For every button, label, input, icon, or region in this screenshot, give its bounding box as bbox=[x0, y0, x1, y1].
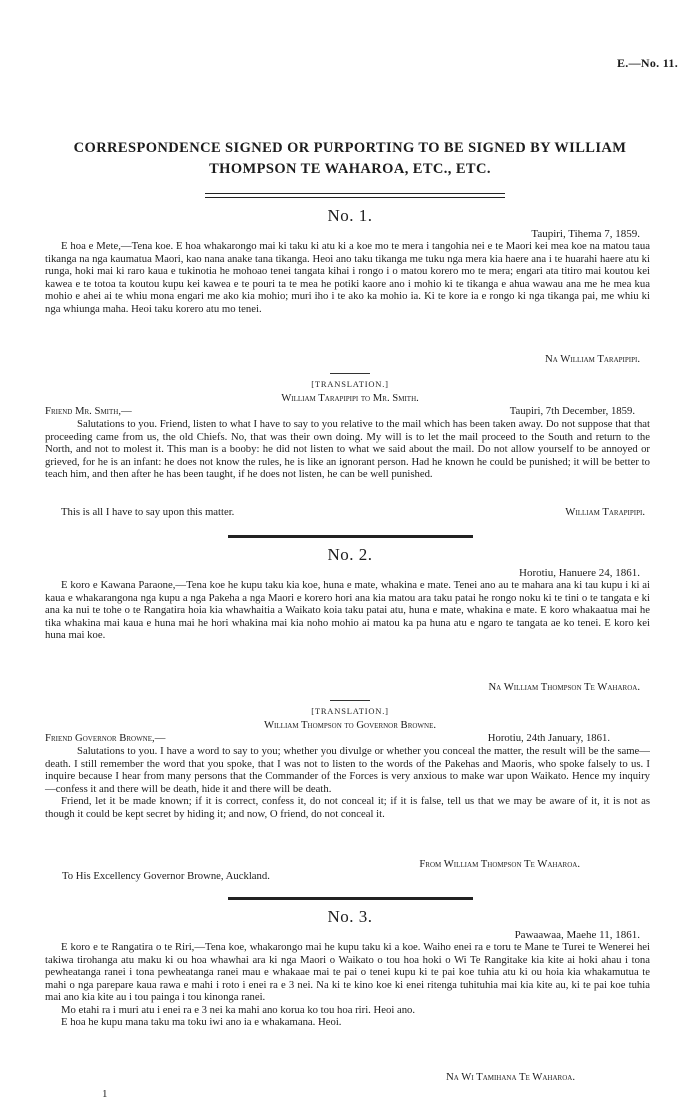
document-title bbox=[40, 138, 660, 180]
letter-2-signature: Na William Thompson Te Waharoa. bbox=[488, 681, 640, 693]
letter-1-paragraph: E hoa e Mete,—Tena koe. E hoa whakarongo mai ki taku ki atu ki a koe mo te mera i tangohia nei e te Maori kei mea koe na matou taua tikanga na nga kaumatua Maori, kao nana anake tana tikanga. Heoi ano taku tikanga me tuku nga mera kia haere ana i te huarahi haere atu ki runga, hoki mai ki raro kaua e tukinotia he mohoao tenei tangata kihai i rongo i o matou korero mo te mera; engari ata titiro mai koutou kei kawea e te totoa ta koutou kupu kei kawea e te pouri ta te mea he potiki kaore ano i mohio ki te tikanga e ahua wawau ana me he mea kua mohio e ahei ai te whiu mona engari me ako kia mohio; muri iho i te ako ka mohio ia. Ki te kore ia e rongo ki nga tikanga pai, me whiu ki nga whiunga maha. Heoi taku korero atu mo tenei. bbox=[45, 240, 650, 315]
section-rule-1 bbox=[228, 535, 473, 538]
letter-3-paragraph: E koro e te Rangatira o te Riri,—Tena koe, whakarongo mai he kupu taku ki a koe. Waiho enei ra e toru te Mane te Turei te Wenerei hei takiwa tirohanga atu maku ki ou hoa whawhai ara ki nga Maori o Waikato o tou hoa hoki o Wi Te Rangitake kia kite ai hoki ahau i tona pewheatanga ranei i tona pewheatanga ranei mau e whakaae mai te pai o tenei kupu ki te pai koe tuhia atu ki ou hoia kia whakamutua te mahi o nga parepare kaua rawa e mahi i roto i enei ra e 3 nei. Na ki te kino koe ki enei ritenga tuhituhia mai kia kite au, ki te pai koe tuhia mai ano kia kite au i tou painga i tou kinonga ranei. bbox=[45, 941, 650, 1003]
letter-3-date: Pawaawaa, Maehe 11, 1861. bbox=[514, 929, 640, 941]
translation-1-salutation: Friend Mr. Smith,— bbox=[45, 405, 132, 417]
letter-3-number: No. 3. bbox=[327, 907, 373, 926]
letter-1-date: Taupiri, Tihema 7, 1859. bbox=[531, 228, 640, 240]
letter-2-date: Horotiu, Hanuere 24, 1861. bbox=[519, 567, 640, 579]
translation-2-paragraph: Salutations to you. I have a word to say to you; whether you divulge or whether you conceal the matter, the result will be the same—death. I still remember the word that you spoke, that I was not to listen to the words of the Pakehas and Maoris, who spoke falsely to us. I inquire because I hear from many persons that the Commander of the Forces is very anxious to make war upon Waikato. Hence my inquiry—confess it and there will be death, hide it and there will be death. bbox=[45, 745, 650, 795]
letter-3-signature: Na Wi Tamihana Te Waharoa. bbox=[446, 1071, 575, 1083]
page-number: 1 bbox=[102, 1088, 108, 1100]
separator-rule bbox=[330, 373, 370, 374]
title-line-1: CORRESPONDENCE SIGNED OR PURPORTING TO BE SIGNED BY WILLIAM bbox=[73, 140, 627, 156]
translation-2-salutation: Friend Governor Browne,— bbox=[45, 732, 166, 744]
separator-rule bbox=[330, 700, 370, 701]
translation-2-paragraph-2: Friend, let it be made known; if it is correct, confess it, do not conceal it; if it is false, tell us that we may be aware of it, it is not as though it could be kept secret by hiding it; and now, O friend, do not conceal it. bbox=[45, 795, 650, 820]
translation-2-signature: From William Thompson Te Waharoa. bbox=[419, 858, 580, 870]
translation-1-signature: William Tarapipipi. bbox=[565, 506, 645, 518]
letter-1-signature: Na William Tarapipipi. bbox=[545, 353, 640, 365]
letter-3-paragraph-3: E hoa he kupu mana taku ma toku iwi ano ia e whakamana. Heoi. bbox=[61, 1016, 342, 1028]
title-line-2: THOMPSON TE WAHAROA, ETC., ETC. bbox=[209, 161, 491, 177]
translation-2-label: [TRANSLATION.] bbox=[311, 706, 389, 716]
letter-3-body bbox=[45, 941, 650, 1029]
translation-2-address: To His Excellency Governor Browne, Auckland. bbox=[62, 870, 270, 882]
letter-1-number: No. 1. bbox=[327, 206, 373, 225]
title-double-rule bbox=[205, 193, 505, 198]
translation-2-body bbox=[45, 745, 650, 820]
document-reference: E.—No. 11. bbox=[616, 56, 678, 70]
section-rule-2 bbox=[228, 897, 473, 900]
translation-1-paragraph: Salutations to you. Friend, listen to what I have to say to you relative to the mail which has been taken away. Do not suppose that that proceeding came from us, the old Chiefs. No, that was their own doing. My will is to let the mail proceed to the South and return to the North, and not to molest it. This man is a booby: he did not listen to what we said about the mail. Do not allow yourself to be annoyed or grieved, for he is an infant: he does not know the rules, he is like an ignorant person. Had he known he could be punished; it will be better to teach him, and then after he has been taught, if he does not listen, he can be well punished. bbox=[45, 418, 650, 480]
letter-1-body bbox=[45, 240, 650, 315]
translation-1-heading: William Tarapipipi to Mr. Smith. bbox=[281, 392, 419, 404]
letter-2-body bbox=[45, 579, 650, 642]
translation-2-heading: William Thompson to Governor Browne. bbox=[263, 719, 437, 731]
translation-1-body bbox=[45, 418, 650, 481]
translation-1-date: Taupiri, 7th December, 1859. bbox=[509, 405, 635, 417]
translation-2-date: Horotiu, 24th January, 1861. bbox=[487, 732, 610, 744]
translation-1-label: [TRANSLATION.] bbox=[311, 379, 389, 389]
letter-3-paragraph-2: Mo etahi ra i muri atu i enei ra e 3 nei ka mahi ano korua ko tou hoa riri. Heoi ano. bbox=[61, 1003, 416, 1016]
letter-2-paragraph: E koro e Kawana Paraone,—Tena koe he kupu taku kia koe, huna e mate, whakina e mate. Tenei ano au te mahara ana ki tau kupu i ki ai kaua e whakarangona nga kupu a nga Pakeha a nga Maori e korero hori ana kia matou ara taku patai he rongo noku ki te tini o te tangata e ki ana ka nui te tohe o te Rangatira hoia kia whawhaitia a Waikato koia taku patai atu, huna e mate, whakina e mate. E koro whakaatua mai he tika whakina mai kaua e huna mai he hori whakina mai kia noho mohio ai matou ka pa huna atu e ngaro te tangata ae ko tenei. E koro kei huna mai koe. bbox=[45, 579, 650, 641]
letter-2-number: No. 2. bbox=[327, 545, 373, 564]
translation-1-closing: This is all I have to say upon this matter. bbox=[61, 506, 235, 518]
